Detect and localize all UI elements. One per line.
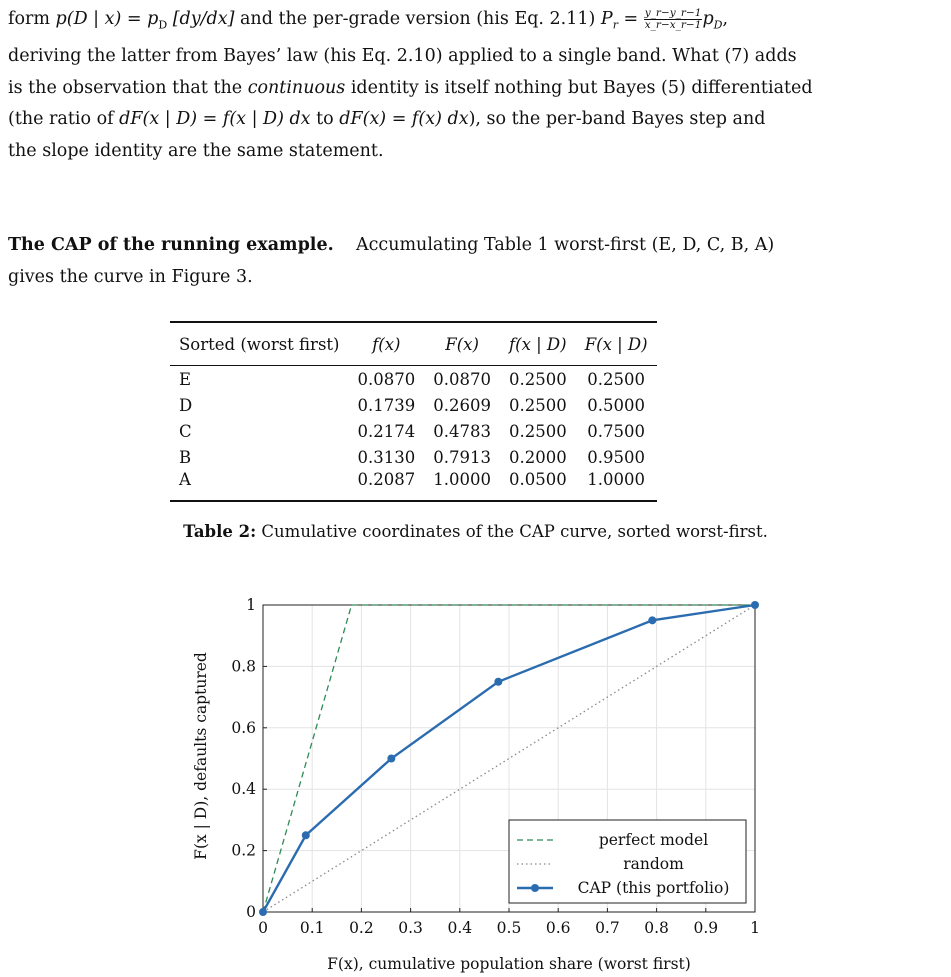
x-tick-label: 0.7 (595, 919, 620, 937)
x-axis-label: F(x), cumulative population share (worst first) (327, 955, 691, 973)
text-line-3: is the observation that the continuous identity is itself nothing but Bayes (5) differentiated (8, 77, 813, 98)
table-caption-label: Table 2: (183, 522, 257, 541)
text-line-4: (the ratio of dF(x | D) = f(x | D) dx to dF(x) = f(x) dx), so the per-band Bayes step and (8, 109, 766, 129)
x-tick-label: 0.5 (496, 919, 522, 937)
y-tick-label: 0.6 (231, 718, 256, 737)
y-tick-labels (231, 596, 256, 921)
table-row: B 0.3130 0.7913 0.2000 0.9500 (179, 447, 645, 467)
x-tick-label: 0.6 (545, 919, 571, 937)
col-header-fxD: f(x | D) (500, 322, 576, 366)
x-tick-labels (258, 919, 760, 937)
table-row: A 0.2087 1.0000 0.0500 1.0000 (170, 470, 657, 501)
x-tick-label: 0 (258, 919, 268, 937)
legend-marker (531, 884, 539, 892)
data-point (648, 616, 656, 624)
y-tick-label: 0 (246, 903, 256, 921)
y-tick-label: 0.2 (231, 841, 256, 860)
text-line-7: gives the curve in Figure 3. (8, 266, 253, 287)
x-tick-label: 1 (750, 919, 760, 937)
col-header-Fx: F(x) (424, 322, 500, 366)
text-line-6: The CAP of the running example. Accumulating Table 1 worst-first (E, D, C, B, A) (8, 235, 775, 255)
data-point (259, 908, 267, 916)
table-row: C 0.2174 0.4783 0.2500 0.7500 (179, 421, 645, 441)
y-tick-label: 1 (246, 596, 256, 614)
table-row: E 0.0870 0.0870 0.2500 0.2500 (179, 369, 645, 389)
col-header-fx: f(x) (348, 322, 424, 366)
text-line-2: deriving the latter from Bayes’ law (his Eq. 2.10) applied to a single band. What (7) adds (8, 46, 797, 66)
data-point (751, 601, 759, 609)
data-point (494, 678, 502, 686)
y-axis-label: F(x | D), defaults captured (192, 652, 210, 860)
y-tick-label: 0.4 (231, 780, 256, 799)
data-point (387, 755, 395, 763)
text-line-1: form p(D | $x) = p_D$ [dy/dx] and the per-grade version (his Eq. 2.11) $P_r$ = $\frac{y\_r-y\_r-1}{x\_r-x\_r-1}$ $p_D$, (8, 7, 729, 32)
x-tick-label: 0.9 (693, 919, 719, 937)
fraction: $\frac{y\_r-y\_r-1}{x\_r-x\_r-1}$ (644, 7, 702, 31)
legend-label: CAP (this portfolio) (577, 879, 730, 897)
col-header-FxD: F(x | D) (576, 322, 657, 366)
table-row: D 0.1739 0.2609 0.2500 0.5000 (179, 395, 645, 415)
y-tick-label: 0.8 (231, 657, 256, 676)
x-tick-label: 0.2 (349, 919, 374, 937)
run-in-heading: The CAP of the running example. (8, 235, 334, 255)
x-tick-label: 0.1 (299, 919, 325, 937)
col-header-sorted: Sorted (worst first) (170, 322, 348, 366)
text-line-5: the slope identity are the same statement. (8, 140, 384, 161)
legend-label: perfect model (598, 831, 709, 849)
table-caption-text: Cumulative coordinates of the CAP curve, sorted worst-first. (261, 522, 768, 541)
x-tick-label: 0.3 (398, 919, 423, 937)
chart-legend (509, 820, 746, 903)
legend-label: random (623, 855, 684, 873)
x-tick-label: 0.8 (644, 919, 669, 937)
data-point (302, 831, 310, 839)
x-tick-label: 0.4 (447, 919, 473, 937)
